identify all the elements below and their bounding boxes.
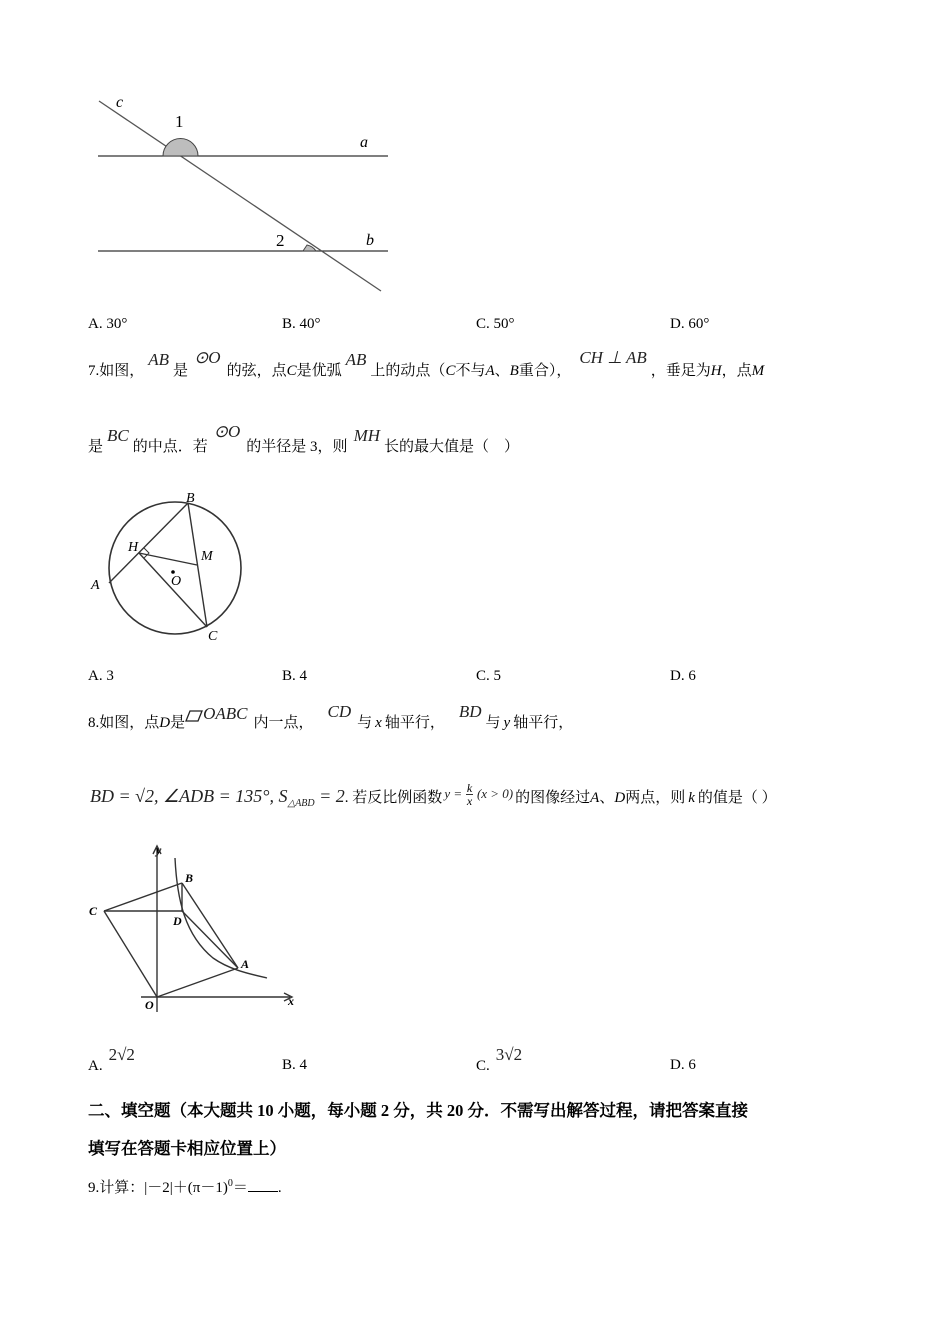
label-1: 1: [175, 112, 184, 131]
line-c: [99, 101, 381, 291]
label-H: H: [128, 540, 139, 555]
segment-DA: [182, 911, 238, 968]
label-A: A: [91, 578, 100, 593]
label-y: y: [156, 843, 162, 857]
q7-option-a: A. 3: [88, 668, 114, 684]
circle-O: [109, 502, 241, 634]
section2-heading-line1: 二、填空题（本大题共 10 小题，每小题 2 分，共 20 分．不需写出解答过程，请把答案直接: [88, 1101, 748, 1120]
side-CB: [104, 883, 182, 911]
q6-option-b: B. 40°: [282, 316, 321, 332]
side-OC: [104, 911, 157, 997]
q9-line: 9.计算：$|-2|+(\pi-1)^0=$ .: [88, 1178, 282, 1196]
q8-line2: BD = √2, ∠ADB = 135°, $S_{\triangle ABD} = 2$. 若反比例函数 y = $\frac{k}{x}$ (x > 0) 的图像经过A、D两点，则 k 的值是（ ）: [90, 781, 777, 809]
q7-option-b: B. 4: [282, 668, 308, 684]
q8-option-d: D. 6: [670, 1057, 696, 1073]
section2-heading-line2: 填写在答题卡相应位置上）: [88, 1139, 286, 1158]
label-D: D: [173, 914, 182, 928]
label-B: B: [185, 871, 194, 885]
label-a: a: [360, 134, 368, 151]
side-OA: [157, 968, 238, 997]
figure-circle: [85, 488, 255, 648]
label-x: x: [288, 994, 294, 1008]
q6-option-a: A. 30°: [88, 316, 128, 332]
q8-line1: 8.如图，点D是 OABC 内一点，CD与 x 轴平行，BD与 y 轴平行，: [88, 702, 574, 731]
q8-option-a: A.2√2: [88, 1045, 135, 1074]
label-C: C: [208, 629, 218, 644]
figure-parallel-lines: [90, 90, 400, 300]
label-B: B: [186, 491, 195, 506]
label-b: b: [366, 232, 374, 249]
q9-answer-blank: [248, 1177, 278, 1192]
angle-1-mark: [163, 139, 198, 157]
label-c: c: [116, 94, 124, 111]
label-O: O: [145, 998, 154, 1012]
right-angle-mark: [144, 548, 149, 558]
label-2: 2: [276, 231, 285, 250]
q6-option-c: C. 50°: [476, 316, 515, 332]
label-C: C: [89, 904, 98, 918]
q7-option-c: C. 5: [476, 668, 502, 684]
q7-option-d: D. 6: [670, 668, 696, 684]
label-A: A: [241, 957, 250, 971]
label-O: O: [171, 574, 182, 589]
figure-coordinate-plane: [85, 840, 305, 1020]
label-M: M: [201, 549, 213, 564]
q7-line2: 是BC的中点．若⊙O的半径是 3，则MH长的最大值是（ ）: [88, 422, 520, 455]
chord-AB: [109, 503, 188, 583]
q8-option-b: B. 4: [282, 1057, 308, 1073]
q8-option-c: C.3√2: [476, 1045, 523, 1074]
q6-option-d: D. 60°: [670, 316, 710, 332]
parallelogram-icon: [185, 709, 203, 723]
q7-line1: 7.如图，AB是⊙O的弦，点C是优弧AB上的动点（C不与A、B重合），CH ⊥ AB，垂足为H，点M: [88, 348, 765, 379]
